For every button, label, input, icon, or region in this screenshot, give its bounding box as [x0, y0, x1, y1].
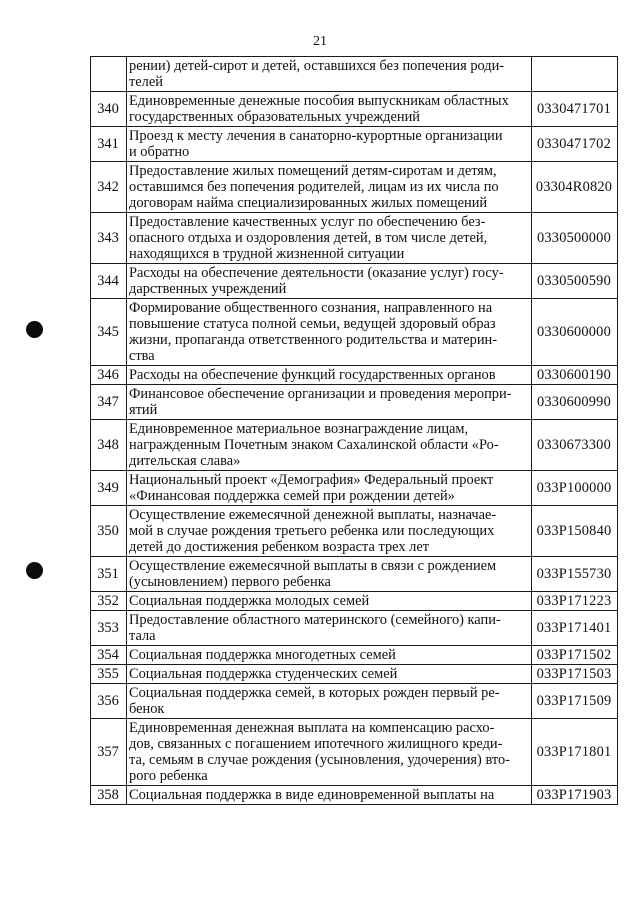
row-code: 0330673300 — [532, 420, 618, 471]
row-description: Осуществление ежемесячной денежной выплаты, назначае- мой в случае рождения третьего ребенка или последующих детей до достижения ребенком возраста трех лет — [127, 506, 532, 557]
table-row — [91, 264, 618, 299]
row-code: 0330500000 — [532, 213, 618, 264]
row-description: Осуществление ежемесячной выплаты в связи с рождением (усыновлением) первого ребенка — [127, 557, 532, 592]
row-number: 352 — [91, 592, 127, 611]
row-code: 033P171903 — [532, 786, 618, 805]
row-number: 354 — [91, 646, 127, 665]
row-number: 356 — [91, 684, 127, 719]
row-number: 357 — [91, 719, 127, 786]
punch-hole-mark — [26, 562, 43, 579]
table-row — [91, 92, 618, 127]
table-row — [91, 366, 618, 385]
row-number — [91, 57, 127, 92]
table-row — [91, 127, 618, 162]
row-code: 033P171801 — [532, 719, 618, 786]
row-description: Финансовое обеспечение организации и проведения меропри- ятий — [127, 385, 532, 420]
row-number: 349 — [91, 471, 127, 506]
row-code: 033P155730 — [532, 557, 618, 592]
row-number: 351 — [91, 557, 127, 592]
row-number: 347 — [91, 385, 127, 420]
row-code: 0330600990 — [532, 385, 618, 420]
row-description: рении) детей-сирот и детей, оставшихся без попечения роди- телей — [127, 57, 532, 92]
row-number: 350 — [91, 506, 127, 557]
row-description: Социальная поддержка в виде единовременной выплаты на — [127, 786, 532, 805]
row-description: Национальный проект «Демография» Федеральный проект «Финансовая поддержка семей при рождении детей» — [127, 471, 532, 506]
table-row — [91, 471, 618, 506]
row-number: 342 — [91, 162, 127, 213]
row-number: 344 — [91, 264, 127, 299]
table-row — [91, 684, 618, 719]
row-description: Формирование общественного сознания, направленного на повышение статуса полной семьи, ведущей здоровый образ жизни, пропаганда ответственного родительства и материн- ства — [127, 299, 532, 366]
table-row — [91, 719, 618, 786]
row-number: 341 — [91, 127, 127, 162]
row-description: Единовременная денежная выплата на компенсацию расхо- дов, связанных с погашением ипотечного жилищного креди- та, семьям в случае рождения (усыновления, удочерения) вто- рого ребенка — [127, 719, 532, 786]
row-number: 346 — [91, 366, 127, 385]
row-code: 03304R0820 — [532, 162, 618, 213]
row-number: 343 — [91, 213, 127, 264]
row-description: Социальная поддержка молодых семей — [127, 592, 532, 611]
table-row — [91, 57, 618, 92]
table-row — [91, 592, 618, 611]
budget-classification-table — [90, 56, 618, 805]
row-number: 340 — [91, 92, 127, 127]
row-description: Предоставление качественных услуг по обеспечению без- опасного отдыха и оздоровления детей, в том числе детей, находящихся в трудной жизненной ситуации — [127, 213, 532, 264]
row-number: 358 — [91, 786, 127, 805]
row-code: 0330471702 — [532, 127, 618, 162]
row-code — [532, 57, 618, 92]
table-row — [91, 385, 618, 420]
table-row — [91, 162, 618, 213]
row-number: 348 — [91, 420, 127, 471]
table-row — [91, 786, 618, 805]
row-code: 0330500590 — [532, 264, 618, 299]
row-code: 033P171503 — [532, 665, 618, 684]
row-code: 033P171401 — [532, 611, 618, 646]
row-description: Социальная поддержка студенческих семей — [127, 665, 532, 684]
row-description: Социальная поддержка многодетных семей — [127, 646, 532, 665]
table-row — [91, 506, 618, 557]
row-code: 033P171509 — [532, 684, 618, 719]
row-code: 0330600000 — [532, 299, 618, 366]
row-description: Единовременные денежные пособия выпускникам областных государственных образовательных учреждений — [127, 92, 532, 127]
table-row — [91, 557, 618, 592]
row-number: 353 — [91, 611, 127, 646]
table-row — [91, 646, 618, 665]
row-description: Расходы на обеспечение деятельности (оказание услуг) госу- дарственных учреждений — [127, 264, 532, 299]
row-code: 033P100000 — [532, 471, 618, 506]
table-row — [91, 665, 618, 684]
row-number: 345 — [91, 299, 127, 366]
row-description: Проезд к месту лечения в санаторно-курортные организации и обратно — [127, 127, 532, 162]
row-code: 0330471701 — [532, 92, 618, 127]
row-description: Предоставление жилых помещений детям-сиротам и детям, оставшимся без попечения родителей, лицам из их числа по договорам найма специализированных жилых помещений — [127, 162, 532, 213]
table-row — [91, 420, 618, 471]
row-description: Предоставление областного материнского (семейного) капи- тала — [127, 611, 532, 646]
row-code: 033P171223 — [532, 592, 618, 611]
punch-hole-mark — [26, 321, 43, 338]
row-description: Единовременное материальное вознаграждение лицам, награжденным Почетным знаком Сахалинской области «Ро- дительская слава» — [127, 420, 532, 471]
page-number: 21 — [313, 34, 327, 49]
table-row — [91, 299, 618, 366]
row-description: Социальная поддержка семей, в которых рожден первый ре- бенок — [127, 684, 532, 719]
row-description: Расходы на обеспечение функций государственных органов — [127, 366, 532, 385]
row-code: 033P171502 — [532, 646, 618, 665]
row-number: 355 — [91, 665, 127, 684]
row-code: 0330600190 — [532, 366, 618, 385]
table-body — [91, 57, 618, 805]
row-code: 033P150840 — [532, 506, 618, 557]
table-row — [91, 213, 618, 264]
table-row — [91, 611, 618, 646]
